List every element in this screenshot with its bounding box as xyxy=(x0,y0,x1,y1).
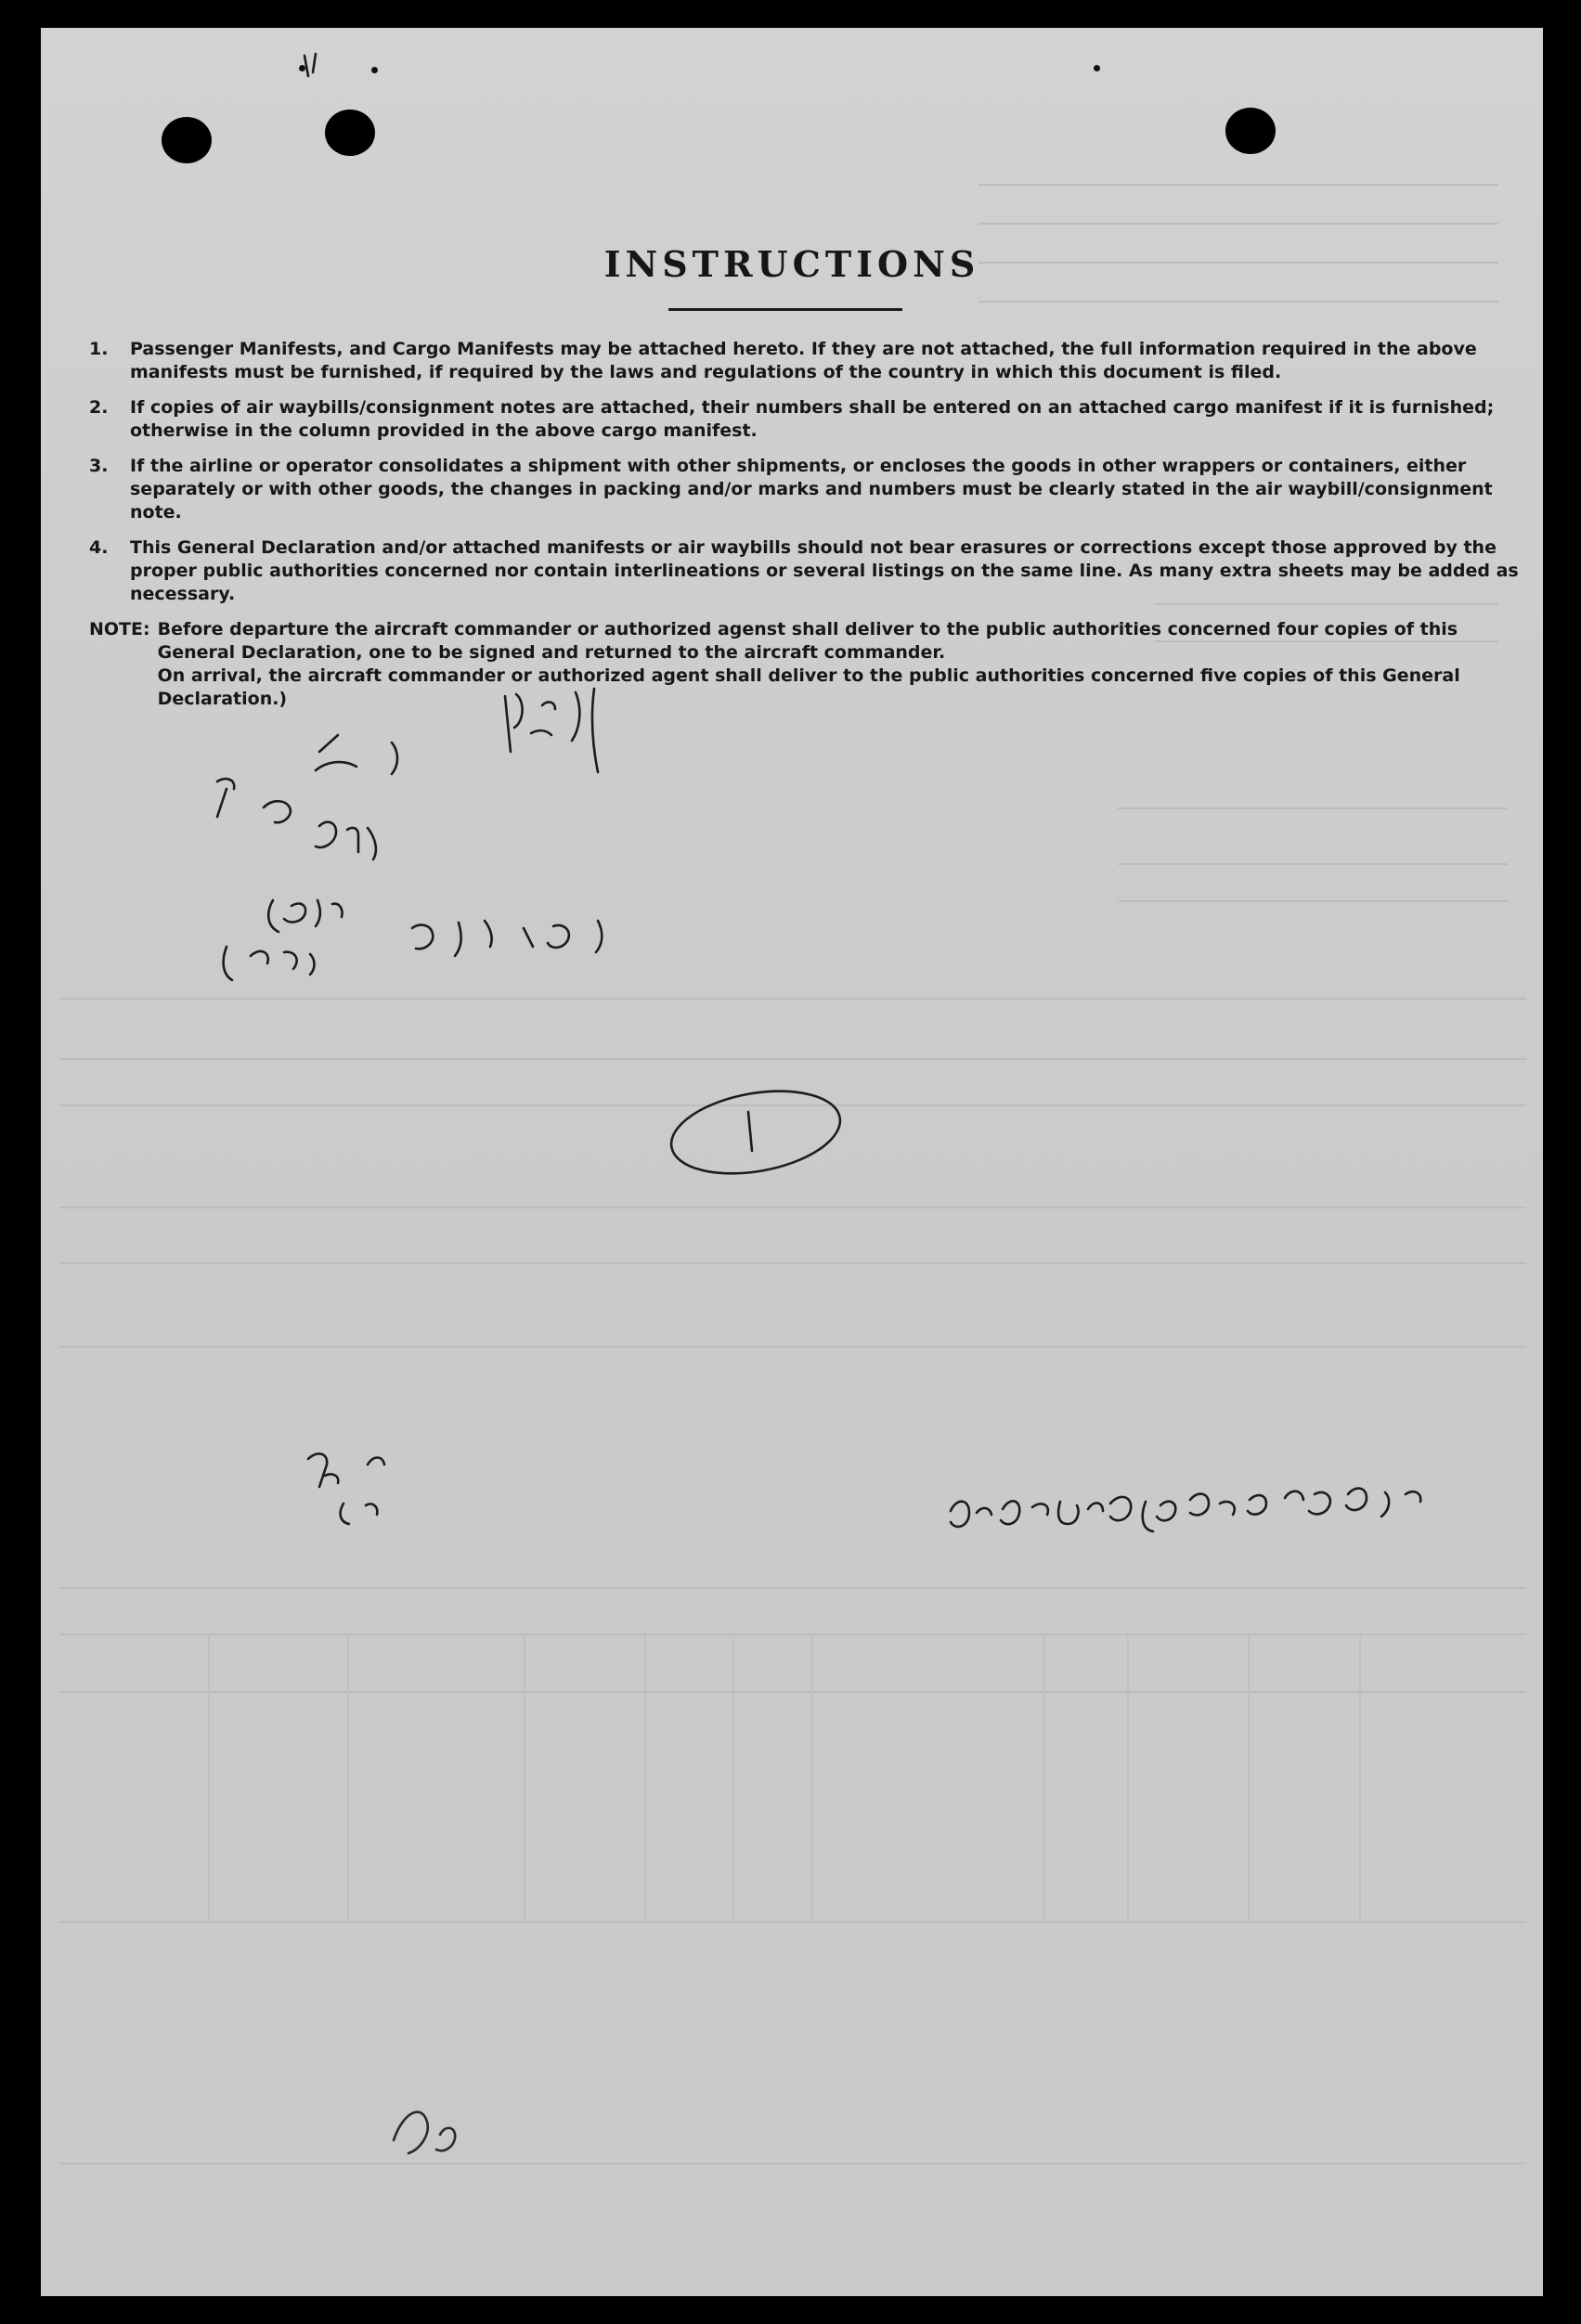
handwritten-scribble xyxy=(217,779,291,822)
instructions-title: INSTRUCTIONS xyxy=(603,243,980,285)
punch-hole-center xyxy=(325,110,375,156)
note-label: NOTE: xyxy=(89,619,150,639)
note-arrival: On arrival, the aircraft commander or authorized agent shall deliver to the public authorities concerned five copies of this General Declaration.) xyxy=(157,665,1460,709)
speck xyxy=(1094,65,1100,71)
speck xyxy=(371,67,378,73)
instruction-text: Passenger Manifests, and Cargo Manifests may be attached hereto. If they are not attached, the full information required in the above manifests must be furnished, if required by the laws and regulations of the country in which this document is filed. xyxy=(130,339,1477,382)
note-body xyxy=(158,618,1534,711)
circled-number-digit xyxy=(748,1112,752,1151)
instruction-text: This General Declaration and/or attached manifests or air waybills should not bear erasures or corrections except those approved by the proper public authorities concerned nor contain interlineations or several listings on the same line. As many extra sheets may be added as necessary. xyxy=(130,537,1519,604)
circled-number-mark xyxy=(665,1079,847,1186)
handwritten-scribble xyxy=(394,2112,455,2153)
punch-hole-right xyxy=(1225,108,1276,154)
handwritten-scribble xyxy=(224,947,315,980)
handwritten-scribble xyxy=(316,735,397,774)
instructions-list xyxy=(89,338,1534,711)
handwritten-scribble xyxy=(316,822,376,859)
instruction-item xyxy=(89,455,1534,524)
document-page xyxy=(41,28,1543,2296)
handwritten-scribble xyxy=(268,900,342,932)
instruction-number: 1. xyxy=(89,339,109,359)
instruction-text: If copies of air waybills/consignment notes are attached, their numbers shall be entered on an attached cargo manifest if it is furnished; otherwise in the column provided in the above cargo manifest. xyxy=(130,397,1495,441)
handwritten-signature xyxy=(951,1489,1420,1531)
instruction-item xyxy=(89,536,1534,606)
handwritten-scribble xyxy=(308,1453,384,1524)
instruction-number: 2. xyxy=(89,397,109,418)
speck xyxy=(299,65,305,71)
punch-hole-left xyxy=(162,117,212,163)
instruction-number: 4. xyxy=(89,537,109,558)
title-underline xyxy=(668,308,902,311)
instruction-item xyxy=(89,338,1534,384)
instruction-item xyxy=(89,396,1534,443)
instruction-number: 3. xyxy=(89,456,109,476)
note-block xyxy=(89,618,1534,711)
handwritten-mark xyxy=(305,54,316,76)
instruction-text: If the airline or operator consolidates a shipment with other shipments, or encloses the goods in other wrappers or containers, either separately or with other goods, the changes in packing and/or marks and numbers must be clearly stated in the air waybill/consignment note. xyxy=(130,456,1493,523)
handwritten-scribble xyxy=(412,921,602,956)
note-departure: Before departure the aircraft commander or authorized agenst shall deliver to the public authorities concerned four copies of this General Declaration, one to be signed and returned to the aircraft commander. xyxy=(157,619,1458,663)
